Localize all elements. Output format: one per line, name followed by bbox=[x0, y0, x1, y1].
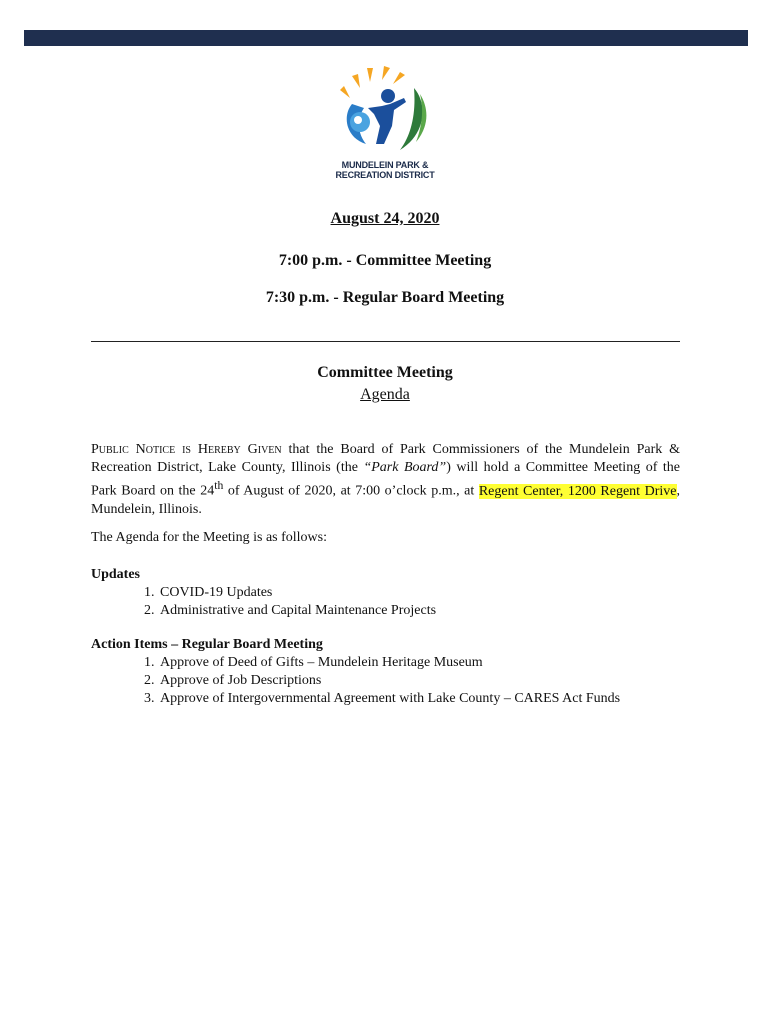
action-items-section bbox=[91, 636, 620, 708]
section-subtitle: Agenda bbox=[360, 386, 410, 403]
notice-location-highlight: Regent Center, 1200 Regent Drive bbox=[478, 483, 677, 499]
notice-text-4: , Mundelein, Illinois. bbox=[91, 483, 680, 517]
logo-line-1: MUNDELEIN PARK & bbox=[341, 160, 429, 170]
committee-meeting-time: 7:00 p.m. - Committee Meeting bbox=[278, 252, 492, 269]
notice-ordinal: th bbox=[214, 479, 224, 492]
notice-park-board: “Park Board” bbox=[363, 460, 447, 475]
divider bbox=[91, 341, 680, 342]
notice-text-2: ) will hold a Committee Meeting of the Park Board on the 24 bbox=[91, 460, 680, 499]
action-items-list bbox=[91, 654, 620, 708]
notice-text-1: that the Board of Park Commissioners of the Mundelein Park & Recreation District, Lake County, Illinois (the bbox=[91, 442, 680, 475]
updates-list bbox=[91, 584, 436, 620]
list-item: 2. Approve of Job Descriptions bbox=[158, 672, 620, 690]
list-item: 1. Approve of Deed of Gifts – Mundelein Heritage Museum bbox=[158, 654, 620, 672]
sun-figure-icon bbox=[330, 64, 440, 156]
updates-heading: Updates bbox=[91, 567, 141, 582]
public-notice-paragraph bbox=[91, 441, 680, 519]
logo-wordmark bbox=[330, 160, 440, 180]
logo-line-2: RECREATION DISTRICT bbox=[335, 170, 435, 180]
list-item: 3. Approve of Intergovernmental Agreement with Lake County – CARES Act Funds bbox=[158, 690, 620, 708]
updates-section bbox=[91, 566, 436, 620]
section-title: Committee Meeting bbox=[317, 364, 453, 381]
agenda-intro: The Agenda for the Meeting is as follows: bbox=[91, 530, 328, 545]
district-logo bbox=[330, 64, 440, 190]
list-item: 2. Administrative and Capital Maintenance Projects bbox=[158, 602, 436, 620]
notice-text-3: of August of 2020, at 7:00 o’clock p.m., at bbox=[223, 483, 479, 499]
header-bar bbox=[24, 30, 748, 46]
list-item: 1. COVID-19 Updates bbox=[158, 584, 436, 602]
board-meeting-time: 7:30 p.m. - Regular Board Meeting bbox=[265, 289, 505, 306]
action-items-heading: Action Items – Regular Board Meeting bbox=[91, 637, 323, 652]
notice-lead: Public Notice is Hereby Given bbox=[91, 442, 282, 457]
meeting-date: August 24, 2020 bbox=[330, 210, 440, 227]
